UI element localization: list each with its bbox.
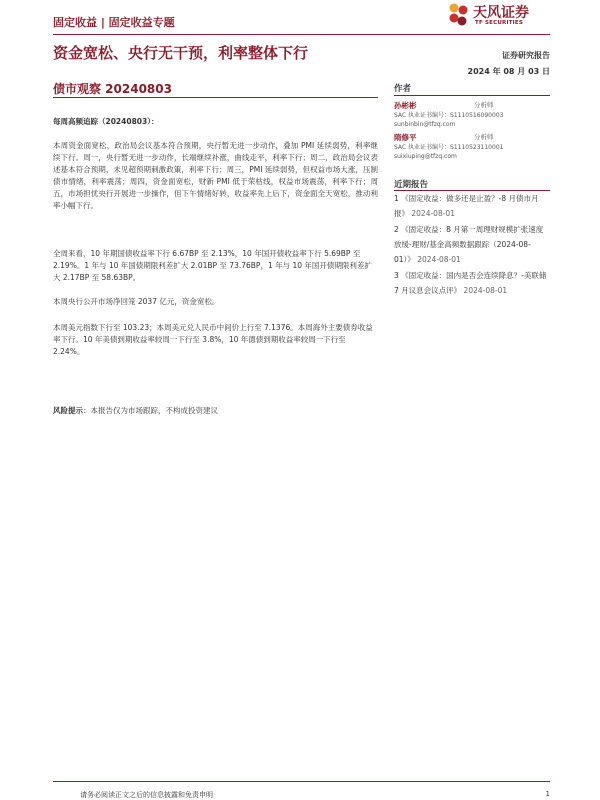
author-card bbox=[394, 100, 550, 130]
recent-report-title: 1 《固定收益：做多还是止盈？-8 月债市月报》 bbox=[394, 194, 539, 218]
section-heading: 每周高频追踪（20240803）： bbox=[53, 117, 159, 126]
paragraph-yield-review: 全周来看，10 年期国债收益率下行 6.67BP 至 2.13%，10 年国开债收益率下行 5.69BP 至 2.19%。1 年与 10 年国债期限利差扩大 2.01BP 至 73.76BP，1 年与 10 年国开债期限利差扩大 2.17BP 至 58.63BP。 bbox=[53, 249, 372, 282]
author-email[interactable]: sunbinbin@tfzq.com bbox=[394, 121, 456, 128]
report-type: 证券研究报告 bbox=[502, 51, 550, 60]
author-name: 隋修平 bbox=[394, 133, 417, 142]
footer-disclaimer: 请务必阅读正文之后的信息披露和免责申明 bbox=[80, 791, 213, 799]
recent-reports-heading: 近期报告 bbox=[394, 180, 429, 190]
company-logo bbox=[447, 0, 557, 30]
recent-report-item[interactable] bbox=[394, 268, 550, 298]
author-role: 分析师 bbox=[474, 101, 494, 109]
author-name: 孙彬彬 bbox=[394, 101, 417, 110]
logo-text-cn: 天风证券 bbox=[473, 5, 529, 21]
author-cert: SAC 执业证书编号：S1110523110001 bbox=[394, 144, 504, 151]
paragraph-weekly-summary: 本周资金面宽松，政治局会议基本符合预期，央行暂无进一步动作，叠加 PMI 延续弱势，利率继续下行。周一，央行暂无进一步动作，长端继续补涨，曲线走平，利率下行；周二，政治局会议表述基本符合预期，未见超预期刺激政策，利率下行；周三，PMI 延续弱势，但权益市场大涨，压制债市情绪，利率震荡；周四，资金面宽松，财新 PMI 低于荣枯线，权益市场震荡，利率下行；周五，市场担忧央行开展进一步操作，但下午情绪好转，收益率先上后下，资金面全天宽松，推动利率小幅下行。 bbox=[53, 141, 378, 210]
author-cert: SAC 执业证书编号：S1110516090003 bbox=[394, 112, 504, 119]
recent-report-item[interactable] bbox=[394, 191, 550, 221]
paragraph-open-market: 本周央行公开市场净回笼 2037 亿元，资金宽松。 bbox=[53, 297, 220, 306]
author-role: 分析师 bbox=[474, 133, 494, 141]
recent-report-date: 2024-08-01 bbox=[417, 255, 461, 264]
report-date: 2024 年 08 月 03 日 bbox=[467, 67, 550, 76]
risk-text: ：本报告仅为市场跟踪，不构成投资建议 bbox=[83, 406, 218, 415]
header-category: 固定收益 | 固定收益专题 bbox=[53, 16, 175, 29]
report-subtitle: 债市观察 20240803 bbox=[53, 82, 172, 96]
logo-text-en: TF SECURITIES bbox=[475, 20, 524, 26]
risk-warning bbox=[53, 405, 378, 417]
recent-report-date: 2024-08-01 bbox=[411, 209, 455, 218]
logo-mark-icon bbox=[447, 2, 469, 28]
recent-report-title: 3 《固定收益：国内是否会连续降息？-美联储 7 月议息会议点评》 bbox=[394, 271, 547, 295]
risk-label: 风险提示 bbox=[53, 406, 83, 415]
paragraph-overseas: 本周美元指数下行至 103.23；本周美元兑人民币中间价上行至 7.1376。本周海外主要债券收益率下行。10 年美债到期收益率较周一下行至 3.8%，10 年德债到期收益率较周一下行至 2.24%。 bbox=[53, 323, 373, 356]
subtitle-divider bbox=[53, 97, 378, 98]
recent-report-date: 2024-08-01 bbox=[463, 286, 508, 295]
page-number: 1 bbox=[545, 790, 550, 798]
recent-report-title: 2 《固定收益：8 月第一周理财规模扩张速度放缓-理财/基金高频数据跟踪（2024-08-01）》 bbox=[394, 225, 544, 264]
report-title: 资金宽松、央行无干预，利率整体下行 bbox=[53, 44, 309, 62]
footer-divider bbox=[53, 781, 550, 782]
header-divider bbox=[53, 34, 550, 35]
author-card bbox=[394, 132, 550, 162]
authors-heading: 作者 bbox=[394, 84, 412, 94]
recent-report-item[interactable] bbox=[394, 222, 550, 267]
author-email[interactable]: suixiuping@tfzq.com bbox=[394, 153, 457, 160]
authors-divider bbox=[394, 95, 550, 96]
recent-reports-list bbox=[394, 191, 550, 299]
